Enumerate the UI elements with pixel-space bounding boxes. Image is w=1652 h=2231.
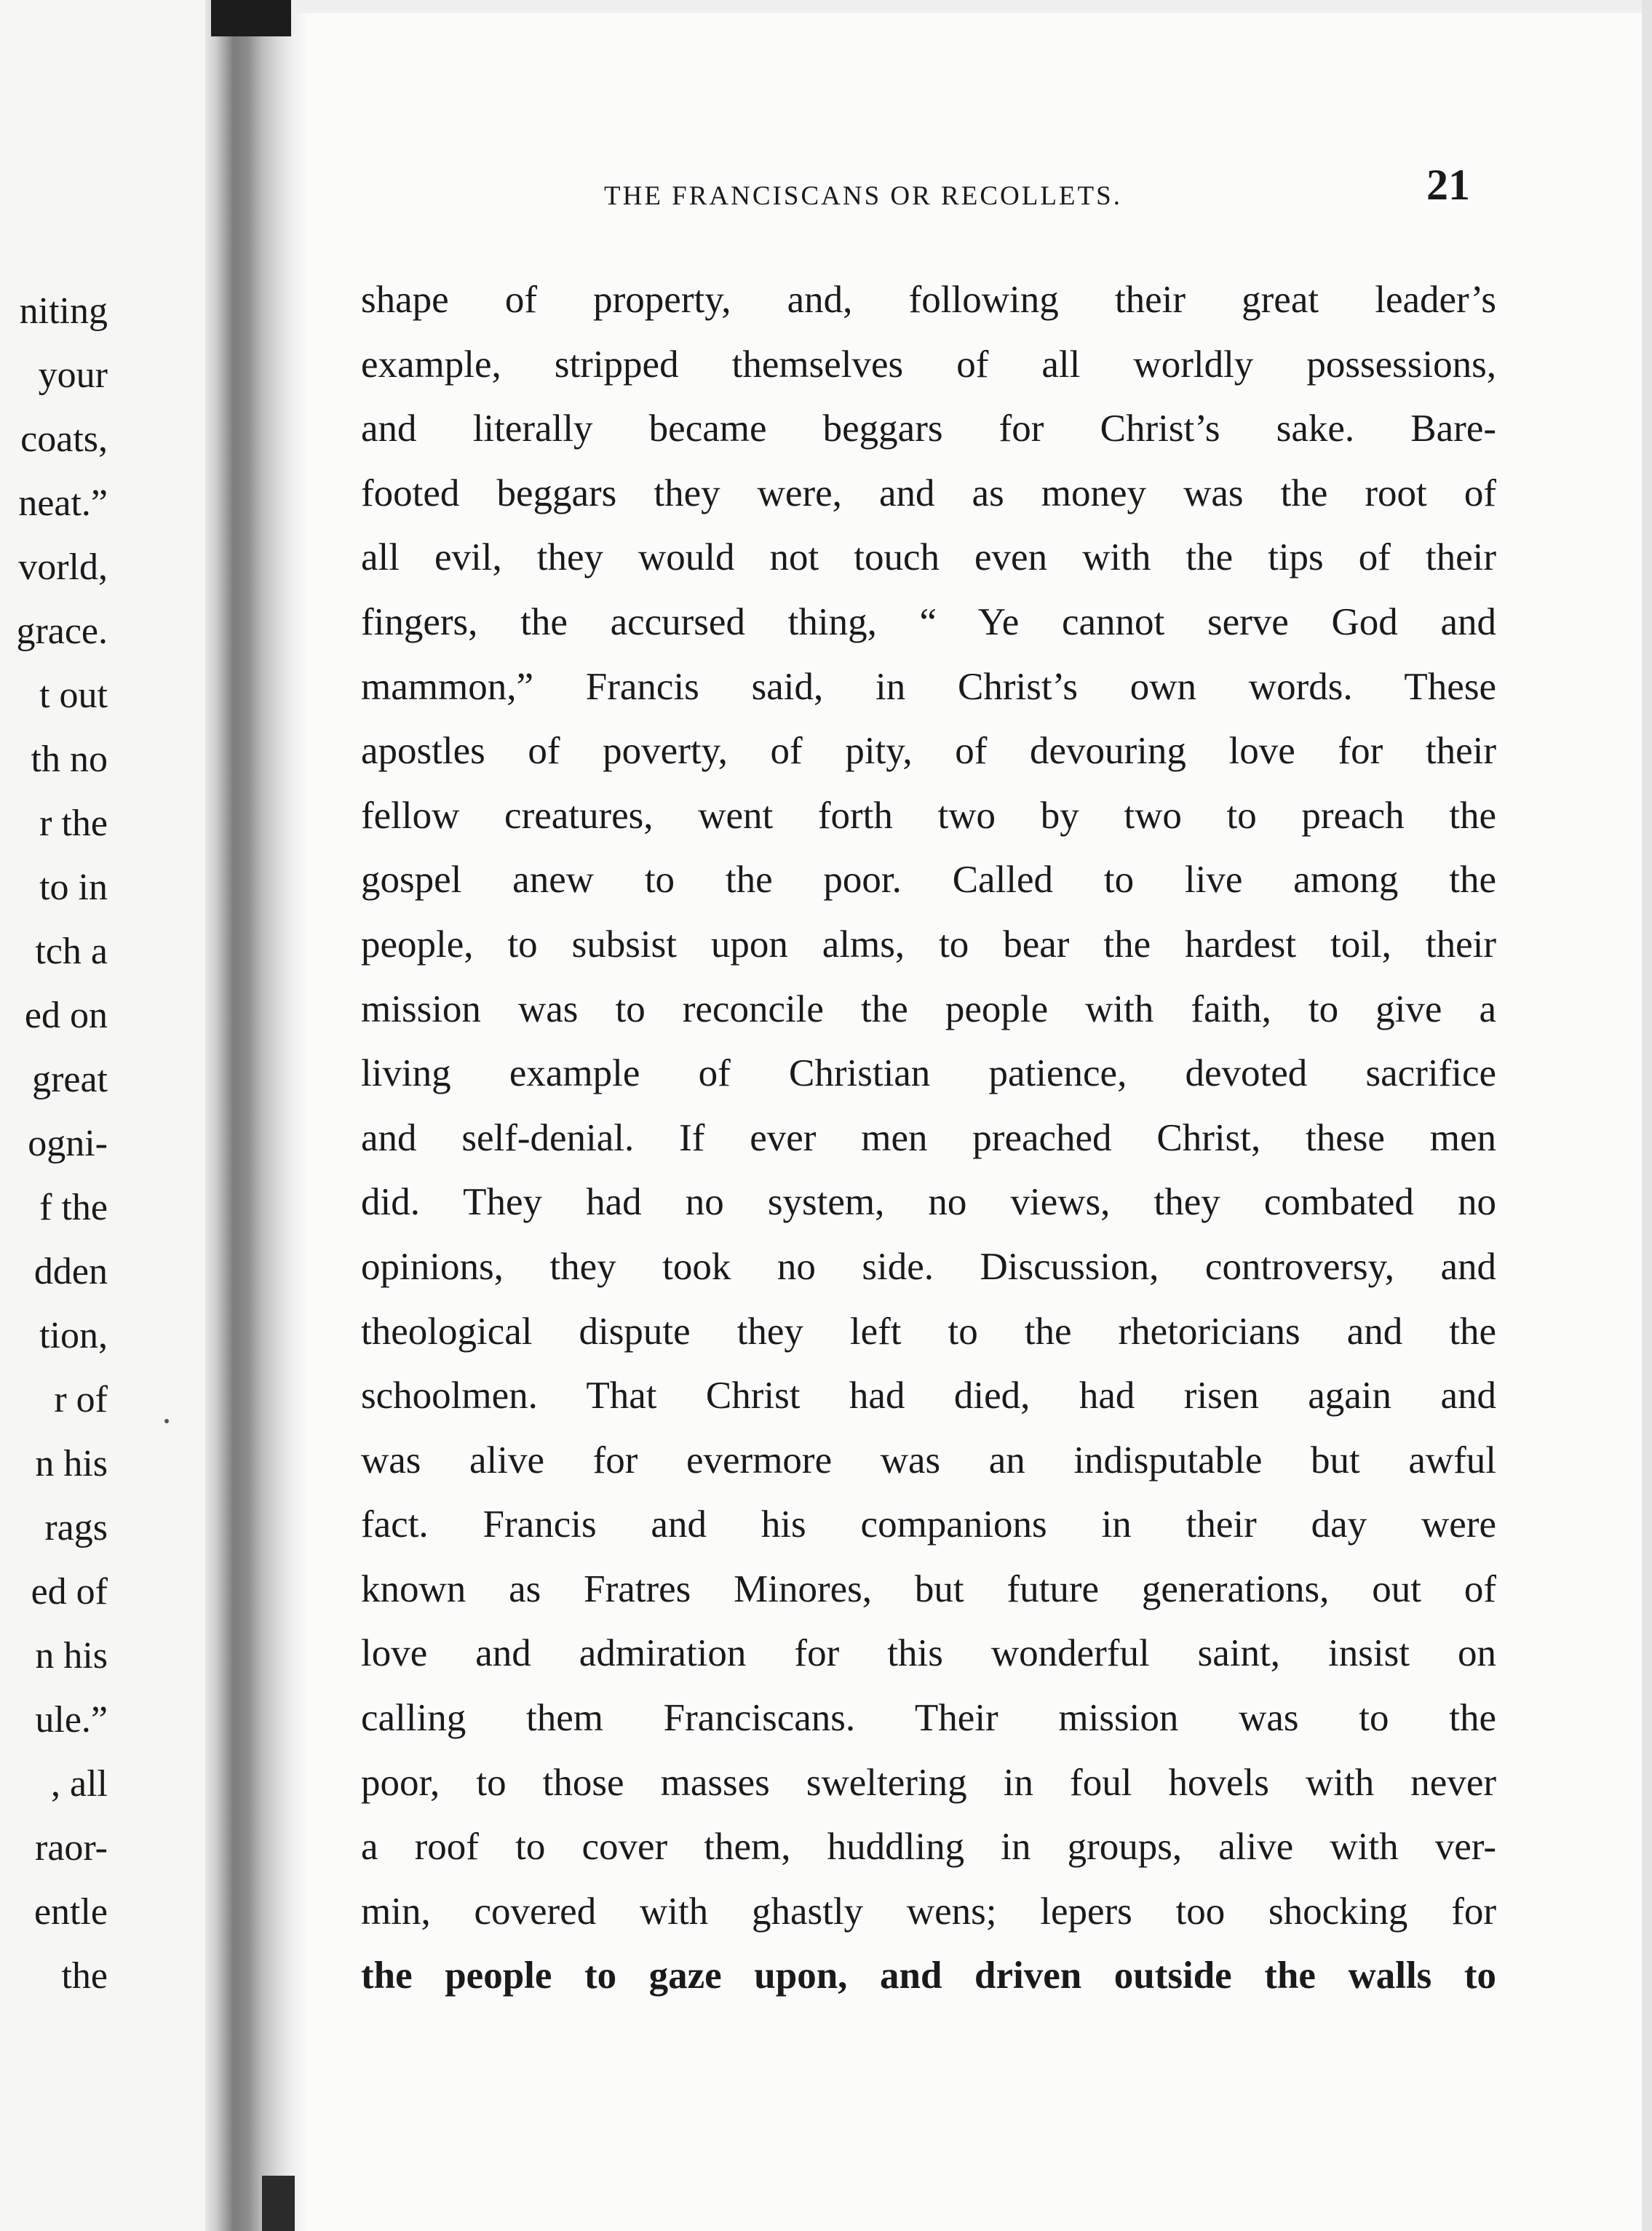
text-line: the people to gaze upon, and driven outside the walls to bbox=[361, 1954, 1496, 1997]
left-page-fragment: entle bbox=[33, 1891, 108, 1933]
left-page-fragment: ed of bbox=[31, 1571, 108, 1612]
left-page-fragment: raor- bbox=[35, 1827, 108, 1869]
left-page-fragment: f the bbox=[39, 1187, 108, 1228]
running-header bbox=[364, 160, 1485, 218]
page-number: 21 bbox=[1426, 161, 1470, 209]
left-page-fragment: your bbox=[38, 354, 108, 396]
left-page-fragment: t out bbox=[39, 675, 108, 716]
left-page-fragment: ogni- bbox=[28, 1123, 108, 1164]
text-line: schoolmen. That Christ had died, had risen again and bbox=[361, 1375, 1496, 1417]
left-page-fragment: ule.” bbox=[35, 1699, 108, 1741]
left-page-fragment: ed on bbox=[24, 995, 108, 1036]
left-page-fragment: r the bbox=[39, 803, 108, 844]
left-facing-page bbox=[0, 0, 218, 2231]
text-line: example, stripped themselves of all worldly possessions, bbox=[361, 343, 1496, 386]
text-line: living example of Christian patience, devoted sacrifice bbox=[361, 1052, 1496, 1095]
left-page-fragment: n his bbox=[35, 1635, 108, 1677]
text-line: was alive for evermore was an indisputable but awful bbox=[361, 1439, 1496, 1482]
text-line: fact. Francis and his companions in their day were bbox=[361, 1503, 1496, 1546]
text-line: fingers, the accursed thing, “ Ye cannot serve God and bbox=[361, 600, 1496, 643]
text-line: opinions, they took no side. Discussion, controversy, and bbox=[361, 1245, 1496, 1288]
left-page-fragment: n his bbox=[35, 1443, 108, 1484]
left-page-fragment: th no bbox=[31, 739, 108, 780]
text-line: love and admiration for this wonderful saint, insist on bbox=[361, 1632, 1496, 1675]
text-line: theological dispute they left to the rhetoricians and the bbox=[361, 1310, 1496, 1353]
text-line: mission was to reconcile the people with faith, to give a bbox=[361, 987, 1496, 1030]
left-page-fragment: vorld, bbox=[18, 546, 108, 588]
text-line: and literally became beggars for Christ’s sake. Bare- bbox=[361, 407, 1496, 450]
left-page-fragment: tch a bbox=[35, 931, 108, 972]
text-line: apostles of poverty, of pity, of devouring love for their bbox=[361, 730, 1496, 773]
text-line: fellow creatures, went forth two by two to preach the bbox=[361, 794, 1496, 837]
left-page-fragment: grace. bbox=[16, 611, 108, 652]
text-line: footed beggars they were, and as money was the root of bbox=[361, 472, 1496, 514]
ink-speck bbox=[164, 1419, 169, 1423]
running-head-title: THE FRANCISCANS OR RECOLLETS. bbox=[604, 181, 1122, 211]
text-line: min, covered with ghastly wens; lepers too shocking for bbox=[361, 1890, 1496, 1933]
gutter-dark-top bbox=[211, 0, 291, 36]
page-right-edge bbox=[1642, 0, 1652, 2231]
left-page-fragment: niting bbox=[19, 290, 108, 332]
text-line: people, to subsist upon alms, to bear the hardest toil, their bbox=[361, 923, 1496, 966]
left-page-fragment: great bbox=[32, 1059, 108, 1100]
text-line: mammon,” Francis said, in Christ’s own words. These bbox=[361, 665, 1496, 708]
left-page-fragment: r of bbox=[54, 1379, 108, 1420]
text-line: gospel anew to the poor. Called to live among the bbox=[361, 859, 1496, 902]
text-line: calling them Franciscans. Their mission was to the bbox=[361, 1697, 1496, 1740]
left-page-fragment: to in bbox=[39, 867, 108, 908]
left-page-text-fragments bbox=[0, 279, 218, 2008]
body-text bbox=[361, 268, 1496, 2008]
left-page-fragment: the bbox=[61, 1955, 108, 1997]
text-line: did. They had no system, no views, they combated no bbox=[361, 1181, 1496, 1224]
page-top-edge bbox=[291, 0, 1645, 13]
left-page-fragment: rags bbox=[44, 1507, 108, 1548]
gutter-dark-bottom bbox=[262, 2176, 295, 2231]
left-page-fragment: , all bbox=[51, 1763, 108, 1805]
text-line: known as Fratres Minores, but future generations, out of bbox=[361, 1567, 1496, 1610]
text-line: a roof to cover them, huddling in groups, alive with ver- bbox=[361, 1826, 1496, 1869]
text-line: all evil, they would not touch even with the tips of their bbox=[361, 536, 1496, 579]
text-line: poor, to those masses sweltering in foul hovels with never bbox=[361, 1761, 1496, 1804]
book-gutter-shadow bbox=[205, 0, 307, 2231]
text-line: shape of property, and, following their great leader’s bbox=[361, 279, 1496, 321]
left-page-fragment: neat.” bbox=[18, 482, 108, 524]
left-page-fragment: tion, bbox=[39, 1315, 108, 1356]
left-page-fragment: dden bbox=[33, 1251, 108, 1292]
text-line: and self-denial. If ever men preached Christ, these men bbox=[361, 1116, 1496, 1159]
left-page-fragment: coats, bbox=[20, 418, 108, 460]
